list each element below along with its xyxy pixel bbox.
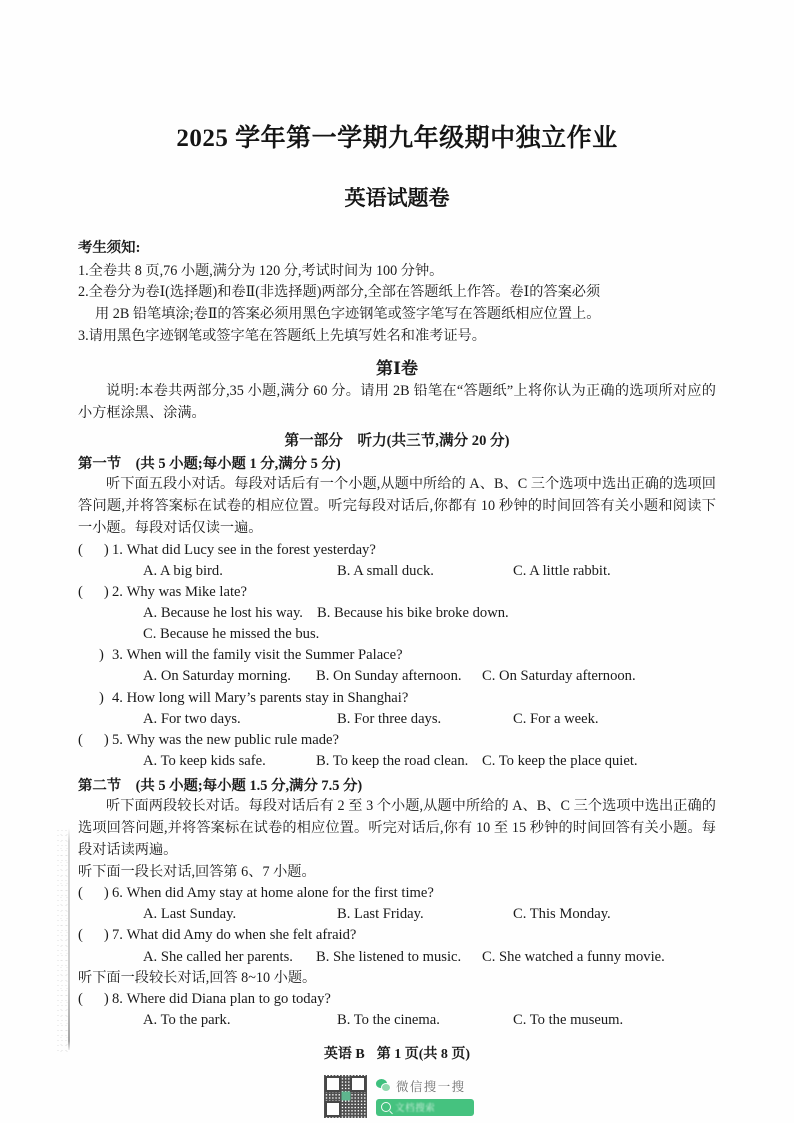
bracket-close: ) <box>99 689 104 706</box>
watermark-text-block <box>376 1077 474 1116</box>
part-one-heading: 第一部分 听力(共三节,满分 20 分) <box>284 432 510 449</box>
question-options[interactable] <box>78 1010 716 1031</box>
option-c[interactable]: C. On Saturday afternoon. <box>482 668 636 685</box>
bracket-open: ( <box>78 885 83 902</box>
notice-item-2-cont: 用 2B 铅笔填涂;卷Ⅱ的答案必须用黑色字迹钢笔或签字笔写在答题纸相应位置上。 <box>95 306 601 323</box>
section-two-lead-in-2: 听下面一段较长对话,回答 8~10 小题。 <box>78 969 317 986</box>
section-two-heading: 第二节 (共 5 小题;每小题 1.5 分,满分 7.5 分) <box>78 778 363 795</box>
watermark-label: 微信搜一搜 <box>396 1079 466 1094</box>
question-stem <box>78 645 716 666</box>
answer-bracket[interactable] <box>78 883 112 904</box>
section-two-instruction-line-3: 的时间回答有关小题。每段对话读两遍。 <box>78 820 716 858</box>
question-options[interactable] <box>78 666 716 687</box>
qr-finder-bottom-left <box>325 1101 341 1117</box>
bracket-close: ) <box>103 731 109 748</box>
question-text: What did Lucy see in the forest yesterday? <box>126 541 376 558</box>
question-item[interactable] <box>78 540 716 582</box>
candidate-notice <box>78 238 716 347</box>
question-item[interactable] <box>78 688 716 730</box>
bracket-open: ( <box>78 731 83 748</box>
question-text: Why was Mike late? <box>126 583 247 600</box>
question-text: Why was the new public rule made? <box>126 731 339 748</box>
option-b[interactable]: B. Last Friday. <box>337 906 424 923</box>
option-b[interactable]: B. A small duck. <box>337 562 434 579</box>
option-c[interactable]: C. This Monday. <box>513 906 611 923</box>
answer-bracket[interactable] <box>78 925 112 946</box>
option-b[interactable]: B. To the cinema. <box>337 1012 440 1029</box>
option-c[interactable]: C. Because he missed the bus. <box>143 626 320 643</box>
wechat-logo-icon <box>376 1079 391 1092</box>
notice-item-2: 2.全卷分为卷Ⅰ(选择题)和卷Ⅱ(非选择题)两部分,全部在答题纸上作答。卷Ⅰ的答案必须 <box>78 284 601 301</box>
page-subtitle: 英语试题卷 <box>344 186 450 210</box>
scan-streak-artifact <box>68 828 70 1050</box>
page-content <box>78 0 716 1031</box>
notice-item-1: 1.全卷共 8 页,76 小题,满分为 120 分,考试时间为 100 分钟。 <box>78 262 444 279</box>
question-stem <box>78 730 716 751</box>
option-b[interactable]: B. To keep the road clean. <box>316 753 469 770</box>
question-text: Where did Diana plan to go today? <box>126 991 331 1008</box>
bracket-close: ) <box>99 647 104 664</box>
question-text: When did Amy stay at home alone for the first time? <box>126 885 434 902</box>
bracket-close: ) <box>103 583 109 600</box>
question-item[interactable] <box>78 582 716 645</box>
option-a[interactable]: A. She called her parents. <box>143 948 293 965</box>
option-a[interactable]: A. To the park. <box>143 1012 231 1029</box>
option-a[interactable]: A. On Saturday morning. <box>143 668 291 685</box>
question-stem <box>78 989 716 1010</box>
bracket-close: ) <box>103 541 109 558</box>
option-b[interactable]: B. On Sunday afternoon. <box>316 668 462 685</box>
answer-bracket[interactable] <box>78 989 112 1010</box>
page-title: 2025 学年第一学期九年级期中独立作业 <box>176 125 618 152</box>
bracket-open: ( <box>78 583 83 600</box>
qr-code-icon <box>324 1075 367 1118</box>
section-one-instruction-line-2: 确的选项回答问题,并将答案标在试卷的相应位置。听完每段对话后,你都有 10 秒钟的时间 <box>78 475 716 514</box>
question-number: 7. <box>112 927 123 944</box>
option-c[interactable]: C. To keep the place quiet. <box>482 753 638 770</box>
answer-bracket[interactable] <box>78 645 112 666</box>
answer-bracket[interactable] <box>78 688 112 709</box>
bracket-open: ( <box>78 541 83 558</box>
paper-one-heading: 第Ⅰ卷 <box>376 359 418 379</box>
section-one-heading: 第一节 (共 5 小题;每小题 1 分,满分 5 分) <box>78 455 341 472</box>
question-stem <box>78 688 716 709</box>
question-options[interactable] <box>78 603 716 645</box>
question-options[interactable] <box>78 947 716 968</box>
question-stem <box>78 883 716 904</box>
option-a[interactable]: A. A big bird. <box>143 562 223 579</box>
question-number: 5. <box>112 731 123 748</box>
bracket-close: ) <box>103 885 109 902</box>
option-b[interactable]: B. She listened to music. <box>316 948 462 965</box>
option-a[interactable]: A. To keep kids safe. <box>143 753 266 770</box>
bracket-open <box>78 647 99 663</box>
section-two-instruction-line-2: 选出正确的选项回答问题,并将答案标在试卷的相应位置。听完对话后,你有 10 至 15 秒钟 <box>78 798 716 837</box>
option-a[interactable]: A. For two days. <box>143 710 241 727</box>
section-two-lead-in-1: 听下面一段长对话,回答第 6、7 小题。 <box>78 863 316 880</box>
question-item[interactable] <box>78 925 716 967</box>
answer-bracket[interactable] <box>78 582 112 603</box>
question-stem <box>78 925 716 946</box>
section-two-instruction-line-1: 听下面两段较长对话。每段对话后有 2 至 3 个小题,从题中所给的 A、B、C 三个选项中 <box>106 798 645 815</box>
question-options[interactable] <box>78 751 716 772</box>
question-text: How long will Mary’s parents stay in Shanghai? <box>126 689 409 706</box>
question-number: 8. <box>112 991 123 1008</box>
question-item[interactable] <box>78 645 716 687</box>
question-stem <box>78 540 716 561</box>
notice-heading: 考生须知: <box>78 240 141 256</box>
question-number: 4. <box>112 689 123 706</box>
option-c[interactable]: C. A little rabbit. <box>513 562 611 579</box>
search-icon <box>381 1102 391 1112</box>
question-item[interactable] <box>78 883 716 925</box>
question-text: What did Amy do when she felt afraid? <box>126 927 357 944</box>
question-options[interactable] <box>78 904 716 925</box>
bracket-close: ) <box>103 991 109 1008</box>
paper-one-explanation <box>78 381 716 425</box>
option-b[interactable]: B. For three days. <box>337 710 442 727</box>
qr-center-logo <box>341 1092 350 1101</box>
section-one-instruction-line-1: 听下面五段小对话。每段对话后有一个小题,从题中所给的 A、B、C 三个选项中选出正 <box>106 475 645 492</box>
question-item[interactable] <box>78 989 716 1031</box>
option-a[interactable]: A. Last Sunday. <box>143 906 237 923</box>
option-b[interactable]: B. Because his bike broke down. <box>316 604 509 621</box>
watermark-header <box>376 1077 474 1095</box>
section-two-instruction <box>78 796 716 862</box>
explanation-line-1: 说明:本卷共两部分,35 小题,满分 60 分。请用 2B 铅笔在“答题纸”上将你认为正确的选 <box>106 383 644 400</box>
page-footer <box>0 1043 794 1063</box>
explanation-line-2: 项所对应的小方框涂黑、涂满。 <box>78 383 716 422</box>
question-text: When will the family visit the Summer Palace? <box>126 647 403 664</box>
bracket-close: ) <box>103 927 109 944</box>
question-number: 6. <box>112 885 123 902</box>
answer-bracket[interactable] <box>78 540 112 561</box>
question-stem <box>78 582 716 603</box>
option-c[interactable]: C. To the museum. <box>513 1012 624 1029</box>
question-number: 3. <box>112 647 123 664</box>
footer-page-number: 第 1 页(共 8 页) <box>376 1047 471 1062</box>
section-one-instruction <box>78 474 716 540</box>
footer-subject: 英语 B <box>323 1047 365 1062</box>
watermark-search-pill <box>376 1099 474 1116</box>
question-options[interactable] <box>78 709 716 730</box>
question-number: 2. <box>112 583 123 600</box>
answer-bracket[interactable] <box>78 730 112 751</box>
bracket-open: ( <box>78 991 83 1008</box>
bracket-open: ( <box>78 927 83 944</box>
option-a[interactable]: A. Because he lost his way. <box>143 604 303 621</box>
wechat-watermark <box>324 1073 474 1119</box>
question-item[interactable] <box>78 730 716 772</box>
question-options[interactable] <box>78 561 716 582</box>
watermark-search-text: 文档搜索 <box>395 1103 436 1114</box>
question-number: 1. <box>112 541 123 558</box>
section-one-instruction-line-3: 回答有关小题和阅读下一小题。每段对话仅读一遍。 <box>78 497 716 536</box>
bracket-open <box>78 690 99 706</box>
option-c[interactable]: C. For a week. <box>513 710 599 727</box>
notice-item-3: 3.请用黑色字迹钢笔或签字笔在答题纸上先填写姓名和准考证号。 <box>78 327 486 344</box>
option-c[interactable]: C. She watched a funny movie. <box>482 948 665 965</box>
